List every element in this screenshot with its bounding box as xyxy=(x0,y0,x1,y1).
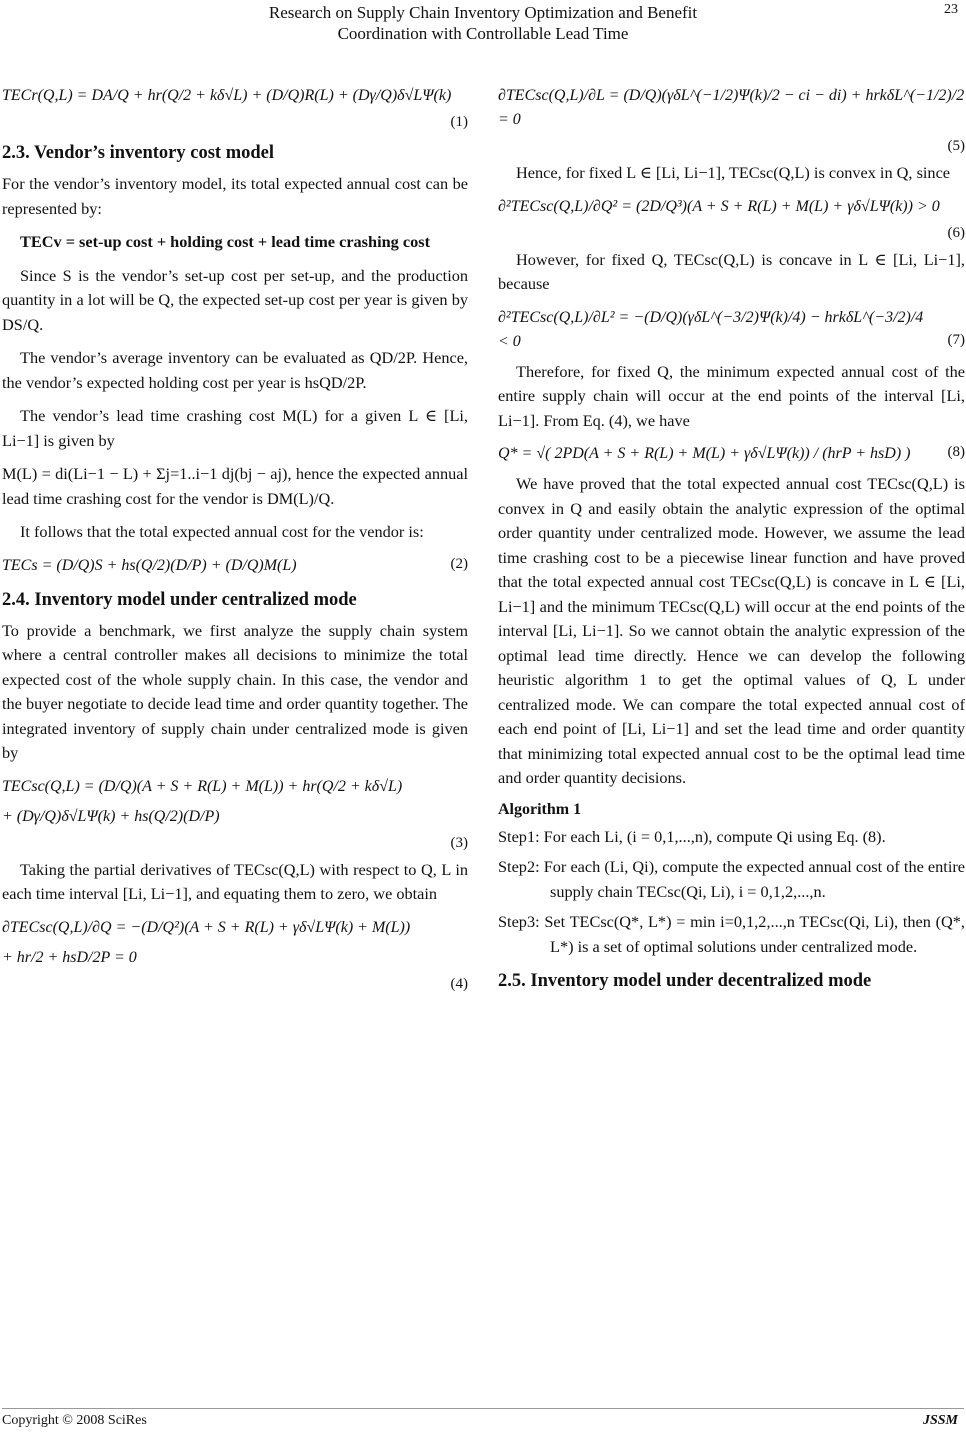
paragraph-convex-in-q: Hence, for fixed L ∈ [Li, Li−1], TECsc(Q,L) is convex in Q, since xyxy=(516,163,951,182)
equation-1-number: (1) xyxy=(450,114,468,130)
running-title-line2: Coordination with Controllable Lead Time xyxy=(337,24,629,43)
running-title-line1: Research on Supply Chain Inventory Optimization and Benefit xyxy=(268,3,698,22)
equation-8-number: (8) xyxy=(947,444,965,460)
equation-7-number: (7) xyxy=(947,331,965,348)
paragraph-setup-cost: Since S is the vendor’s set-up cost per set-up, and the production quantity in a lot will be Q, the expected set-up cost per year is given by DS/Q. xyxy=(2,265,468,334)
equation-7-text: ∂²TECsc(Q,L)/∂L² = −(D/Q)(γδL^(−3/2)Ψ(k)/4) − hrkδL^(−3/2)/4 < 0 xyxy=(498,308,924,350)
equation-4-line1 xyxy=(2,916,468,940)
equation-5-number: (5) xyxy=(947,138,965,154)
equation-4-line2 xyxy=(2,946,468,970)
equation-6-text: ∂²TECsc(Q,L)/∂Q² = (2D/Q³)(A + S + R(L) + M(L) + γδ√LΨ(k)) > 0 xyxy=(498,197,940,215)
algorithm-1-title: Algorithm 1 xyxy=(498,800,582,818)
equation-3b-text: + (Dγ/Q)δ√LΨ(k) + hs(Q/2)(D/P) xyxy=(2,807,220,825)
equation-8 xyxy=(498,442,965,466)
paragraph-vendor-total: It follows that the total expected annual cost for the vendor is: xyxy=(20,522,424,541)
paragraph-heuristic: We have proved that the total expected annual cost TECsc(Q,L) is convex in Q and easily obtain the analytic expression of the optimal order quantity under centralized mode. However, we assume the lead time crashing cost to be a piecewise linear function and have proved that the total expected annual cost TECsc(Q,L) is concave in L ∈ [Li, Li−1] and the minimum TECsc(Q,L) will occur at the end points of the interval [Li, Li−1]. So we cannot obtain the analytic expression of the optimal lead time directly. Hence we can develop the following heuristic algorithm 1 to get the optimal values of Q, L under centralized mode. We can compare the total expected annual cost of each end point of [Li, Li−1] and set the lead time and order quantity that minimizing total expected annual cost to be the optimal lead time and order quantity decisions. xyxy=(498,474,965,787)
footer-divider xyxy=(2,1408,964,1409)
equation-4b-text: + hr/2 + hsD/2P = 0 xyxy=(2,948,137,966)
paragraph-tecv-definition: TECv = set-up cost + holding cost + lead time crashing cost xyxy=(20,232,430,251)
equation-3a-text: TECsc(Q,L) = (D/Q)(A + S + R(L) + M(L)) + hr(Q/2 + kδ√L) xyxy=(2,777,403,795)
running-header xyxy=(0,2,966,44)
equation-5 xyxy=(498,84,965,132)
equation-6 xyxy=(498,195,965,219)
equation-7 xyxy=(498,306,965,354)
equation-6-number: (6) xyxy=(947,224,965,241)
right-column xyxy=(498,78,965,1000)
paragraph-centralized-intro: To provide a benchmark, we first analyze the supply chain system where a central controller makes all decisions to minimize the total expected cost of the whole supply chain. In this case, the vendor and the buyer negotiate to decide lead time and order quantity together. The integrated inventory of supply chain under centralized mode is given by xyxy=(2,620,468,762)
section-2-3-heading: 2.3. Vendor’s inventory cost model xyxy=(2,143,275,163)
algorithm-step-2: Step2: For each (Li, Qi), compute the expected annual cost of the entire supply chain TECsc(Qi, Li), i = 0,1,2,...,n. xyxy=(498,857,965,901)
equation-3-line1 xyxy=(2,775,468,799)
equation-3-number: (3) xyxy=(450,834,468,851)
left-column xyxy=(2,78,468,999)
equation-2-number: (2) xyxy=(450,555,468,572)
algorithm-step-3: Step3: Set TECsc(Q*, L*) = min i=0,1,2,...,n TECsc(Qi, Li), then (Q*, L*) is a set of optimal solutions under centralized mode. xyxy=(498,912,965,956)
paragraph-holding-cost: The vendor’s average inventory can be evaluated as QD/2P. Hence, the vendor’s expected holding cost per year is hsQD/2P. xyxy=(2,348,468,392)
equation-4-number: (4) xyxy=(450,975,468,992)
equation-5-text: ∂TECsc(Q,L)/∂L = (D/Q)(γδL^(−1/2)Ψ(k)/2 − ci − di) + hrkδL^(−1/2)/2 = 0 xyxy=(498,87,965,128)
equation-2 xyxy=(2,554,468,578)
equation-8-text: Q* = √( 2PD(A + S + R(L) + M(L) + γδ√LΨ(k)) / (hrP + hsD) ) xyxy=(498,445,911,462)
equation-2-text: TECs = (D/Q)S + hs(Q/2)(D/P) + (D/Q)M(L) xyxy=(2,556,297,574)
paragraph-concave-in-l: However, for fixed Q, TECsc(Q,L) is concave in L ∈ [Li, Li−1], because xyxy=(498,249,965,293)
paragraph-partial-derivatives: Taking the partial derivatives of TECsc(Q,L) with respect to Q, L in each time interval [Li, Li−1], and equating them to zero, we obtain xyxy=(2,859,468,903)
footer-copyright: Copyright © 2008 SciRes xyxy=(2,1413,147,1428)
paragraph-crashing-formula: M(L) = di(Li−1 − L) + Σj=1..i−1 dj(bj − aj), hence the expected annual lead time crashing cost for the vendor is DM(L)/Q. xyxy=(2,464,468,508)
page-number: 23 xyxy=(944,2,958,17)
paragraph-crashing-cost: The vendor’s lead time crashing cost M(L) for a given L ∈ [Li, Li−1] is given by xyxy=(2,406,468,450)
section-2-5-heading: 2.5. Inventory model under decentralized mode xyxy=(498,971,872,991)
algorithm-step-1: Step1: For each Li, (i = 0,1,...,n), compute Qi using Eq. (8). xyxy=(498,826,886,846)
section-2-4-heading: 2.4. Inventory model under centralized mode xyxy=(2,589,357,610)
equation-3-line2 xyxy=(2,805,468,829)
paragraph-vendor-intro: For the vendor’s inventory model, its total expected annual cost can be represented by: xyxy=(2,174,468,218)
equation-1-text: TECr(Q,L) = DA/Q + hr(Q/2 + kδ√L) + (D/Q)R(L) + (Dγ/Q)δ√LΨ(k) xyxy=(2,87,452,104)
footer-journal: JSSM xyxy=(922,1413,958,1428)
equation-4a-text: ∂TECsc(Q,L)/∂Q = −(D/Q²)(A + S + R(L) + γδ√LΨ(k) + M(L)) xyxy=(2,918,411,936)
paragraph-end-points: Therefore, for fixed Q, the minimum expected annual cost of the entire supply chain will occur at the end points of the interval [Li, Li−1]. From Eq. (4), we have xyxy=(498,361,965,430)
equation-1 xyxy=(2,84,468,108)
